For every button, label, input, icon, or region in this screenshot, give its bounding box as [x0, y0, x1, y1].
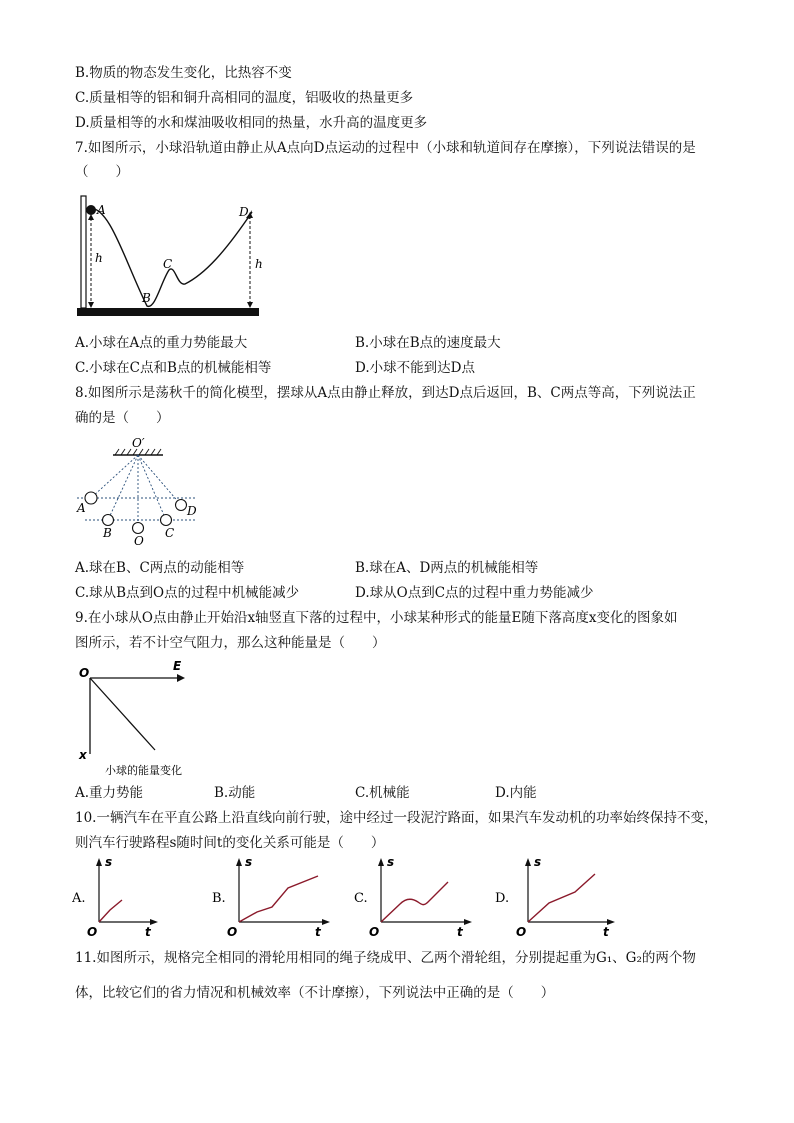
q6-option-d: D.质量相等的水和煤油吸收相同的热量，水升高的温度更多: [75, 115, 428, 131]
q9-stem-line1: 9.在小球从O点由静止开始沿x轴竖直下落的过程中，小球某种形式的能量E随下落高度x变化的图象如: [75, 610, 678, 626]
q10-graph-d: [495, 852, 619, 938]
q8-option-a: A.球在B、C两点的动能相等: [75, 560, 245, 576]
q9-label-x: x: [79, 748, 87, 762]
q8-option-c: C.球从B点到O点的过程中机械能减少: [75, 585, 300, 601]
q10-graph-c-o: O: [369, 925, 380, 938]
q10-graph-b-letter: B.: [212, 891, 226, 906]
q10-graph-c-y: s: [387, 855, 395, 869]
q7-track-figure: [75, 192, 265, 324]
q10-graph-b: [212, 852, 332, 938]
q8-label-c: C: [165, 526, 175, 540]
q10-graph-a-letter: A.: [72, 891, 86, 906]
q10-graph-d-o: O: [516, 925, 527, 938]
q11-stem-line1: 11.如图所示，规格完全相同的滑轮用相同的绳子绕成甲、乙两个滑轮组，分别提起重为G₁、G₂的两个物: [75, 950, 696, 966]
q9-option-a: A.重力势能: [75, 785, 144, 801]
q7-label-a: A: [97, 203, 106, 217]
q7-label-h-left: h: [95, 251, 103, 265]
q10-graph-b-y: s: [245, 855, 253, 869]
q7-option-d: D.小球不能到达D点: [355, 360, 475, 376]
q8-label-a: A: [77, 501, 86, 515]
q9-stem-line2: 图所示，若不计空气阻力，那么这种能量是（ ）: [75, 635, 386, 651]
q7-label-b: B: [142, 291, 151, 305]
q6-option-c: C.质量相等的铝和铜升高相同的温度，铝吸收的热量更多: [75, 90, 414, 106]
q10-graph-c-letter: C.: [354, 891, 368, 906]
q7-option-c: C.小球在C点和B点的机械能相等: [75, 360, 272, 376]
q10-graph-d-x: t: [603, 925, 609, 938]
q8-label-o: O: [134, 534, 144, 548]
q9-energy-graph: [75, 658, 205, 780]
q7-option-a: A.小球在A点的重力势能最大: [75, 335, 248, 351]
q10-graph-a: [72, 852, 160, 938]
q10-graph-b-x: t: [315, 925, 321, 938]
q8-swing-figure: [75, 436, 205, 548]
q7-label-h-right: h: [255, 257, 263, 271]
q9-option-b: B.动能: [214, 785, 256, 801]
q9-label-o: O: [79, 666, 90, 680]
q8-option-b: B.球在A、D两点的机械能相等: [355, 560, 539, 576]
q10-graph-a-y: s: [105, 855, 113, 869]
q11-stem-line2: 体，比较它们的省力情况和机械效率（不计摩擦），下列说法中正确的是（ ）: [75, 985, 555, 1001]
q10-graph-c-x: t: [457, 925, 463, 938]
q10-graph-a-o: O: [87, 925, 98, 938]
q10-graph-d-letter: D.: [495, 891, 510, 906]
q10-graph-c: [354, 852, 474, 938]
q8-label-o-prime: O′: [132, 436, 145, 450]
q8-option-d: D.球从O点到C点的过程中重力势能减少: [355, 585, 594, 601]
q7-stem-line2: （ ）: [75, 164, 129, 180]
q7-stem-line1: 7.如图所示，小球沿轨道由静止从A点向D点运动的过程中（小球和轨道间存在摩擦），下列说法错误的是: [75, 140, 696, 156]
q10-stem-line1: 10.一辆汽车在平直公路上沿直线向前行驶，途中经过一段泥泞路面，如果汽车发动机的功率始终保持不变，: [75, 810, 718, 826]
q8-stem-line1: 8.如图所示是荡秋千的简化模型，摆球从A点由静止释放，到达D点后返回，B、C两点等高，下列说法正: [75, 385, 696, 401]
q9-option-d: D.内能: [495, 785, 537, 801]
q7-label-c: C: [163, 257, 173, 271]
q8-label-d: D: [187, 504, 197, 518]
q8-stem-line2: 确的是（ ）: [75, 410, 170, 426]
q7-option-b: B.小球在B点的速度最大: [355, 335, 501, 351]
q9-option-c: C.机械能: [355, 785, 410, 801]
q7-label-d: D: [239, 205, 249, 219]
q10-graph-a-x: t: [145, 925, 151, 938]
q8-label-b: B: [103, 526, 112, 540]
q9-caption: 小球的能量变化: [105, 764, 182, 777]
q9-label-e: E: [173, 659, 182, 673]
q10-graph-b-o: O: [227, 925, 238, 938]
q10-graph-d-y: s: [534, 855, 542, 869]
q10-stem-line2: 则汽车行驶路程s随时间t的变化关系可能是（ ）: [75, 835, 385, 851]
q6-option-b: B.物质的物态发生变化，比热容不变: [75, 65, 292, 81]
